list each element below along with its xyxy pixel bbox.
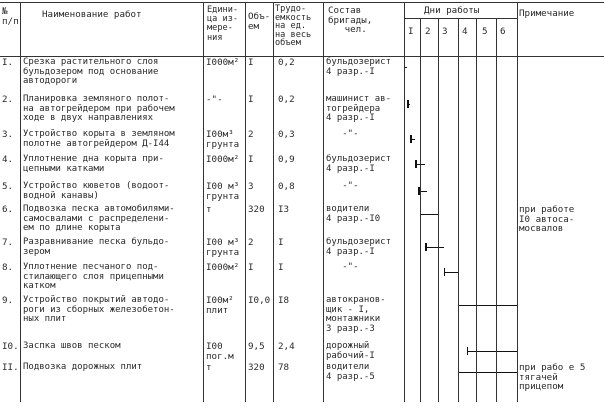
row-num: 8.	[2, 262, 14, 273]
gantt-bar-connector	[444, 268, 445, 276]
row-name: Устройство кюветов (водоот- водной канавы)	[23, 181, 170, 201]
row-num: 9.	[2, 295, 14, 306]
row-crew: -"-	[326, 181, 359, 191]
row-crew: бульдозерист 4 разр.-I	[326, 57, 392, 77]
row-volume: I0,0	[248, 295, 271, 306]
row-name: Подвозка дорожных плит	[23, 362, 143, 372]
header-day-1: I	[408, 26, 414, 37]
header-labor: Трудо- емкость на ед. на весь объем	[275, 4, 312, 49]
row-labor: I	[278, 262, 284, 273]
row-crew: водители 4 разр.-5	[326, 362, 375, 382]
header-volume: Объ- ем	[248, 11, 271, 32]
row-unit: I00м³ грунта	[206, 129, 240, 150]
row-crew: бульдозерист 4 разр.-I	[326, 237, 392, 257]
gantt-bar-connector	[410, 135, 411, 143]
row-crew: -"-	[326, 262, 359, 272]
gantt-bar-connector	[407, 100, 408, 108]
row-num: 5.	[2, 181, 14, 192]
row-name: Подвозка песка автомобилями- самосвалами с распределени- ем по длине корыта	[23, 204, 175, 234]
row-labor: I	[278, 237, 284, 248]
row-name: Уплотнение дна корыта при- цепными катками	[23, 154, 164, 174]
row-unit: I000м²	[206, 154, 240, 165]
gantt-bar	[420, 214, 438, 215]
row-unit: I000м²	[206, 262, 240, 273]
row-unit: -"-	[206, 94, 223, 105]
row-name: Разравнивание песка бульдо- зером	[23, 237, 170, 257]
row-labor: 0,2	[278, 57, 295, 68]
row-labor: 2,4	[278, 341, 295, 352]
row-num: II.	[2, 362, 19, 373]
row-labor: 0,8	[278, 181, 295, 192]
row-volume: I	[248, 57, 254, 68]
row-num: 4.	[2, 154, 14, 165]
row-name: Заспка швов песком	[23, 341, 121, 351]
row-volume: 320	[248, 362, 265, 373]
row-crew: автокранов- щик - I, монтажники 3 разр.-3	[326, 295, 386, 334]
gantt-bar-connector	[415, 160, 416, 168]
row-note: при рабо е 5 тягачей прицепом	[519, 362, 586, 393]
row-crew: дорожный рабочий-I	[326, 341, 375, 361]
row-unit: т	[206, 362, 212, 373]
header-day-4: 4	[462, 26, 468, 37]
row-num: I0.	[2, 341, 19, 352]
row-name: Планировка земляного полот- на автогрейдером при рабочем ходе в двух направлениях	[23, 94, 175, 124]
gantt-bar	[458, 305, 517, 306]
header-day-5: 5	[482, 26, 488, 37]
header-day-3: 3	[442, 26, 448, 37]
row-volume: 3	[248, 181, 254, 192]
row-name: Устройство покрытий автодо- роги из сборных железобетон- ных плит	[23, 295, 175, 325]
row-unit: I00 м³ грунта	[206, 181, 240, 202]
row-volume: 2	[248, 129, 254, 140]
row-num: 7.	[2, 237, 14, 248]
gantt-bar-connector	[425, 243, 426, 251]
header-crew: Состав бригады, чел.	[328, 5, 373, 36]
row-labor: I3	[278, 204, 290, 215]
gantt-bar	[467, 351, 517, 352]
row-unit: I00м² плит	[206, 295, 234, 316]
row-volume: I	[248, 154, 254, 165]
row-num: 2.	[2, 94, 14, 105]
header-day-2: 2	[425, 26, 431, 37]
row-name: Устройство корыта в земляном полотне автогрейдером Д-I44	[23, 129, 175, 149]
row-note: при работе I0 автоса- мосвалов	[519, 204, 575, 235]
row-num: 6.	[2, 204, 14, 215]
row-volume: 2	[248, 237, 254, 248]
row-unit: т	[206, 204, 212, 215]
row-num: 3.	[2, 129, 14, 140]
row-volume: I	[248, 262, 254, 273]
header-unit: Едини- ца из- мере- ния	[207, 5, 239, 43]
gantt-bar-connector	[467, 347, 468, 355]
row-crew: водители 4 разр.-I0	[326, 204, 381, 224]
header-days-title: Дни работы	[424, 5, 480, 16]
header-note: Примечание	[519, 8, 575, 19]
row-labor: 0,2	[278, 94, 295, 105]
gantt-bar	[444, 272, 458, 273]
row-labor: I8	[278, 295, 290, 306]
row-volume: 9,5	[248, 341, 265, 352]
row-labor: 0,3	[278, 129, 295, 140]
row-labor: 78	[278, 362, 290, 373]
row-volume: 320	[248, 204, 265, 215]
row-name: Уплотнение песчаного под- стилающего слоя прицепными катком	[23, 262, 164, 292]
row-crew: машинист ав- тогрейдера 4 разр.-I	[326, 94, 392, 124]
row-crew: бульдозерист 4 разр.-I	[326, 154, 392, 174]
row-name: Срезка растительного слоя бульдозером под основание автодороги	[23, 57, 159, 87]
gantt-bar	[425, 247, 444, 248]
row-num: I.	[2, 57, 14, 68]
header-day-6: 6	[500, 26, 506, 37]
row-unit: I000м²	[206, 57, 240, 68]
row-labor: 0,9	[278, 154, 295, 165]
row-volume: I	[248, 94, 254, 105]
row-unit: I00 пог.м	[206, 341, 234, 362]
header-num: № п/п	[2, 6, 19, 27]
header-name: Наименование работ	[42, 9, 142, 20]
row-crew: -"-	[326, 129, 359, 139]
gantt-bar	[458, 372, 517, 373]
row-unit: I00 м³ грунта	[206, 237, 240, 258]
